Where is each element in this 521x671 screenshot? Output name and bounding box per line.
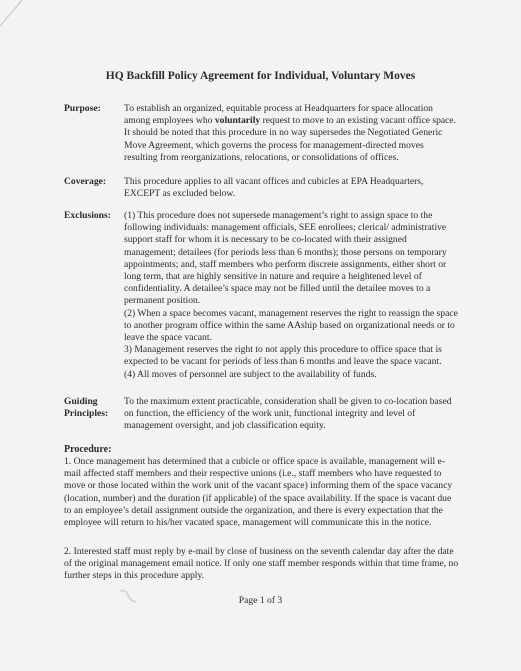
procedure-step-2: 2. Interested staff must reply by e-mail by close of business on the seventh calendar day after the date of the original management email notice. If only one staff member responds within that time frame, no further steps in this procedure apply. [64,546,459,582]
guiding-principles-text: To the maximum extent practicable, consideration shall be given to co-location based on function, the efficiency of the work unit, functional integrity and level of management oversight, and job classification equity. [124,396,452,432]
guiding-principles-label: Guiding Principles: [64,396,109,420]
purpose-emphasis: voluntarily [214,115,261,127]
procedure-step-1: 1. Once management has determined that a cubicle or office space is available, management will e-mail affected staff members and their respective unions (i.e., staff members who have requested to move or those located within the work unit of the vacant space) informing them of the space vacancy (location, number) and the duration (if applicable) of the space availability. If the space is vacant due to an employee’s detail assignment outside the organization, and there is every expectation that the employee will return to his/her vacated space, management will communicate this in the notice. [64,456,453,529]
exclusions-label: Exclusions: [64,210,111,221]
exclusion-item: (2) When a space becomes vacant, management reserves the right to reassign the space to another program office within the same AAship based on organizational needs or to leave the space vacant. [124,307,458,344]
coverage-text: This procedure applies to all vacant offices and cubicles at EPA Headquarters, EXCEPT as excluded below. [124,176,424,200]
exclusion-item: 3) Management reserves the right to not apply this procedure to office space that is expected to be vacant for periods of less than 6 months and leave the space vacant. [124,344,442,368]
exclusion-item: (1) This procedure does not supersede management’s right to assign space to the following individuals: management officials, SEE enrollees; clerical/ administrative support staff for whom it is necessary to be co-located with their assigned management; detailees (for periods less than 6 months); those persons on temporary appointments; and, staff members who perform discrete assignments, either short or long term, that are highly sensitive in nature and require a heightened level of confidentiality. A detailee’s space may not be filled until the detailee moves to a permanent position. [124,210,447,307]
document-title: HQ Backfill Policy Agreement for Individual, Voluntary Moves [105,70,416,82]
corner-fold-mark [0,0,60,40]
procedure-heading: Procedure: [64,444,112,455]
purpose-label: Purpose: [64,103,101,114]
exclusions-list [124,210,458,381]
exclusion-item: (4) All moves of personnel are subject to the availability of funds. [124,368,377,380]
page-number: Page 1 of 3 [238,595,283,606]
purpose-text: To establish an organized, equitable process at Headquarters for space allocation among employees who voluntarily request to move to an existing vacant office space. It should be noted that this procedure in no way supersedes the Negotiated Generic Move Agreement, which governs the process for management-directed moves resulting from reorganizations, relocations, or consolidations of offices. [124,103,457,163]
coverage-label: Coverage: [64,176,107,187]
